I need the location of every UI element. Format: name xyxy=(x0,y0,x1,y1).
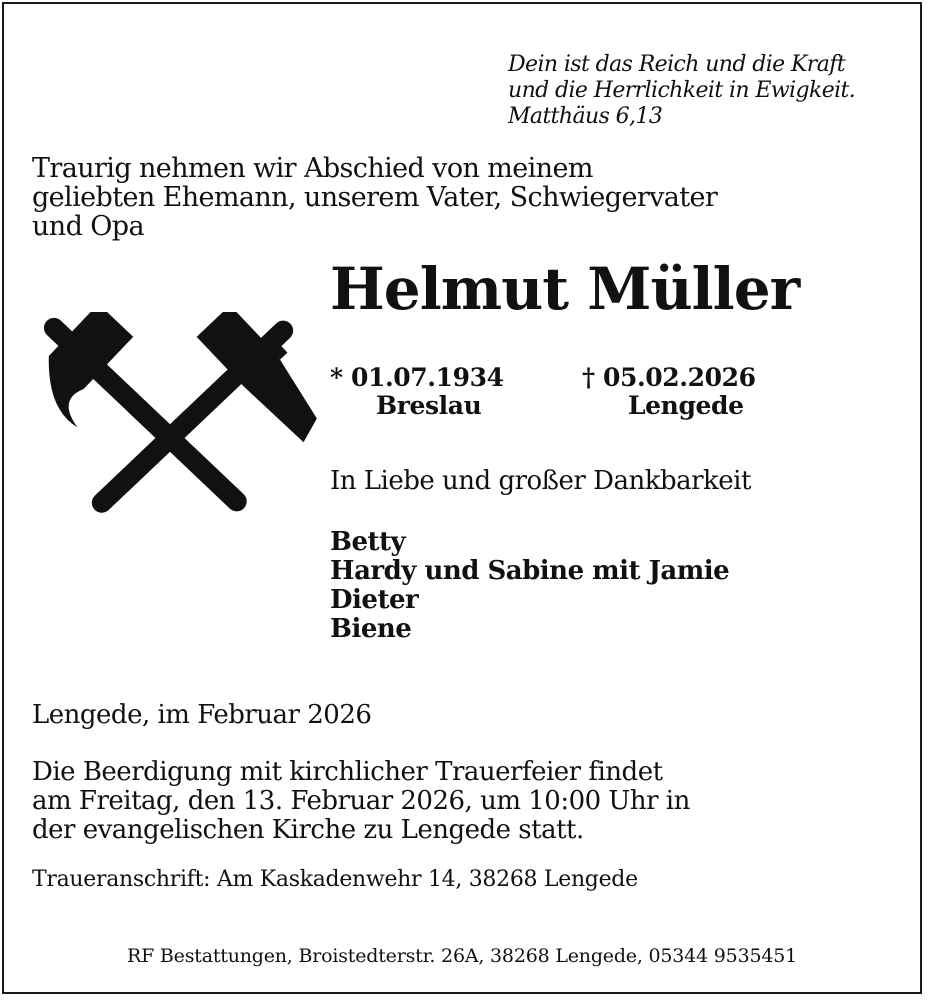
intro-line: geliebten Ehemann, unserem Vater, Schwiegervater xyxy=(32,182,718,213)
bible-verse xyxy=(508,52,855,130)
verse-line: und die Herrlichkeit in Ewigkeit. xyxy=(508,78,856,103)
death-symbol: † xyxy=(582,363,595,392)
death-date: 05.02.2026 xyxy=(603,363,756,392)
funeral-line: am Freitag, den 13. Februar 2026, um 10:00 Uhr in xyxy=(32,786,690,816)
place-and-date: Lengede, im Februar 2026 xyxy=(32,700,372,730)
birth-symbol: * xyxy=(330,363,343,392)
death-date-line xyxy=(582,364,756,392)
birth-info xyxy=(330,364,504,420)
deceased-name: Helmut Müller xyxy=(330,255,800,323)
death-info xyxy=(582,364,756,420)
mourner-name: Betty xyxy=(330,527,406,557)
mourning-address: Traueranschrift: Am Kaskadenwehr 14, 38268 Lengede xyxy=(32,867,638,892)
funeral-line: der evangelischen Kirche zu Lengede statt. xyxy=(32,815,584,845)
verse-line: Dein ist das Reich und die Kraft xyxy=(508,52,846,77)
mourner-name: Hardy und Sabine mit Jamie xyxy=(330,556,730,586)
death-place: Lengede xyxy=(628,391,744,420)
hammer-and-pick-icon xyxy=(34,312,324,564)
dedication-text: In Liebe und großer Dankbarkeit xyxy=(330,466,751,496)
mourner-name: Biene xyxy=(330,614,412,644)
obituary-notice xyxy=(2,2,922,994)
mourner-name: Dieter xyxy=(330,585,419,615)
funeral-home-footer: RF Bestattungen, Broistedterstr. 26A, 38268 Lengede, 05344 9535451 xyxy=(126,945,798,967)
intro-line: Traurig nehmen wir Abschied von meinem xyxy=(32,153,593,184)
mourners-list xyxy=(330,528,729,644)
verse-reference: Matthäus 6,13 xyxy=(508,104,663,129)
funeral-details xyxy=(32,758,690,845)
birth-date: 01.07.1934 xyxy=(351,363,504,392)
funeral-line: Die Beerdigung mit kirchlicher Trauerfeier findet xyxy=(32,757,663,787)
intro-line: und Opa xyxy=(32,211,144,242)
intro-text xyxy=(32,154,717,241)
birth-place: Breslau xyxy=(376,391,482,420)
birth-date-line xyxy=(330,364,504,392)
